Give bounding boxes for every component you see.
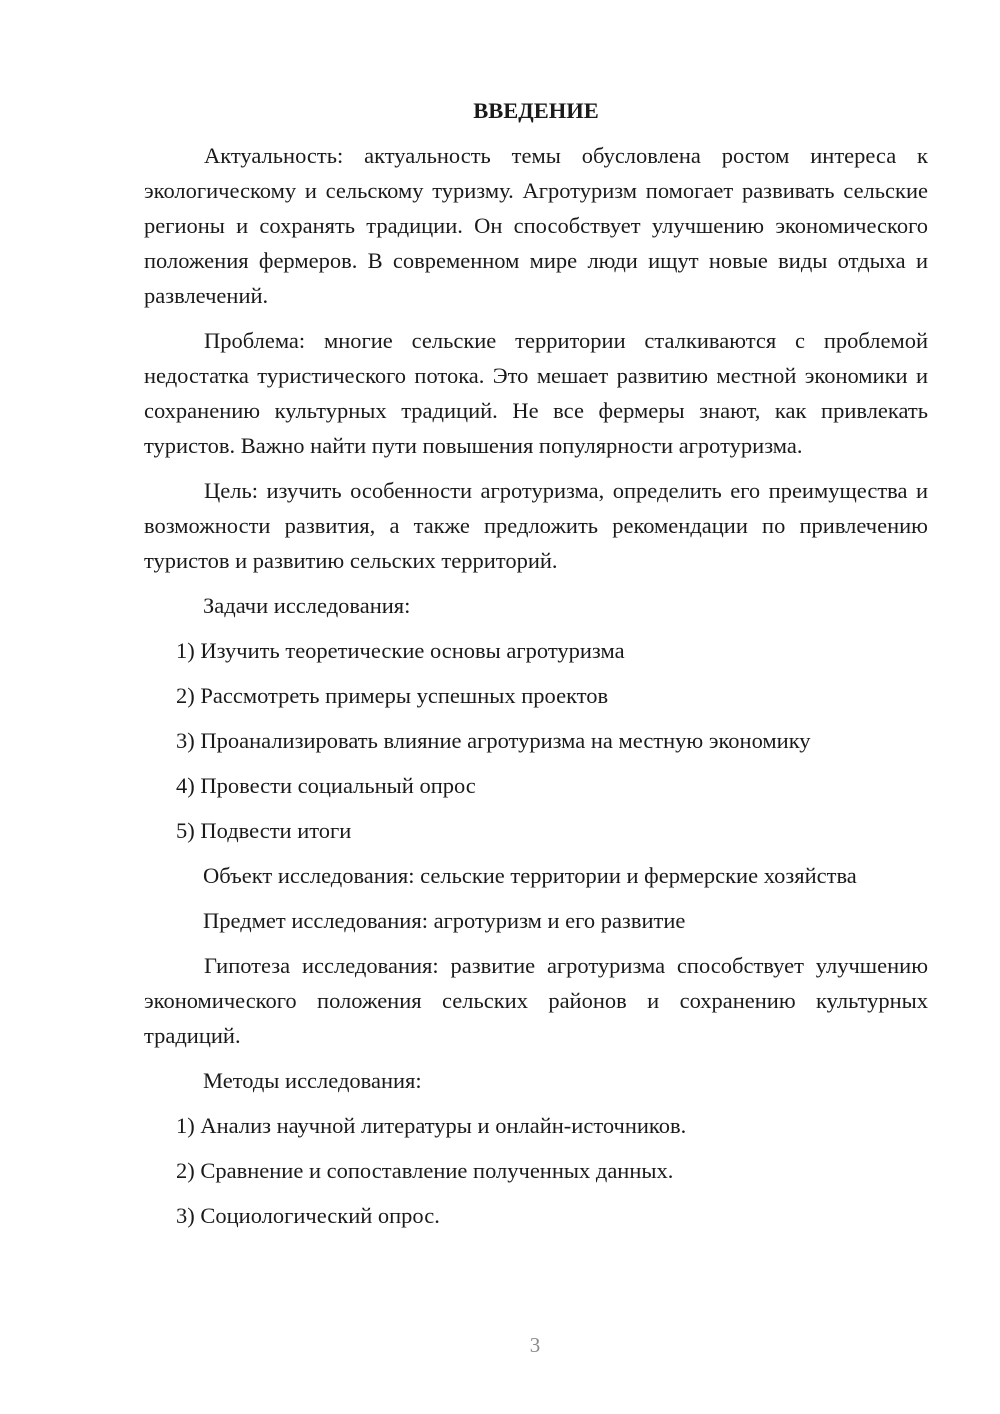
methods-heading: Методы исследования: (203, 1068, 422, 1093)
goal-paragraph: Цель: изучить особенности агротуризма, определить его преимущества и возможности развития, а также предложить рекомендации по привлечению туристов и развитию сельских территорий. (144, 478, 928, 573)
method-item: 3) Социологический опрос. (176, 1203, 440, 1228)
research-object: Объект исследования: сельские территории и фермерские хозяйства (203, 863, 857, 888)
problem-paragraph: Проблема: многие сельские территории сталкиваются с проблемой недостатка туристического потока. Это мешает развитию местной экономики и сохранению культурных традиций. Не все фермеры знают, как привлекать туристов. Важно найти пути повышения популярности агротуризма. (144, 328, 928, 458)
relevance-paragraph: Актуальность: актуальность темы обусловлена ростом интереса к экологическому и сельскому туризму. Агротуризм помогает развивать сельские регионы и сохранять традиции. Он способствует улучшению экономического положения фермеров. В современном мире люди ищут новые виды отдыха и развлечений. (144, 143, 928, 308)
document-body (144, 94, 928, 1243)
task-item: 4) Провести социальный опрос (176, 773, 476, 798)
page-number: 3 (529, 1333, 541, 1357)
task-item: 2) Рассмотреть примеры успешных проектов (176, 683, 609, 708)
page-title: ВВЕДЕНИЕ (473, 98, 599, 123)
task-item: 5) Подвести итоги (176, 818, 352, 843)
task-item: 1) Изучить теоретические основы агротуризма (176, 638, 625, 663)
research-subject: Предмет исследования: агротуризм и его развитие (203, 908, 686, 933)
task-item: 3) Проанализировать влияние агротуризма на местную экономику (176, 728, 811, 753)
tasks-heading: Задачи исследования: (203, 593, 411, 618)
hypothesis-paragraph: Гипотеза исследования: развитие агротуризма способствует улучшению экономического положения сельских районов и сохранению культурных традиций. (144, 953, 928, 1048)
method-item: 2) Сравнение и сопоставление полученных данных. (176, 1158, 674, 1183)
method-item: 1) Анализ научной литературы и онлайн-источников. (176, 1113, 687, 1138)
